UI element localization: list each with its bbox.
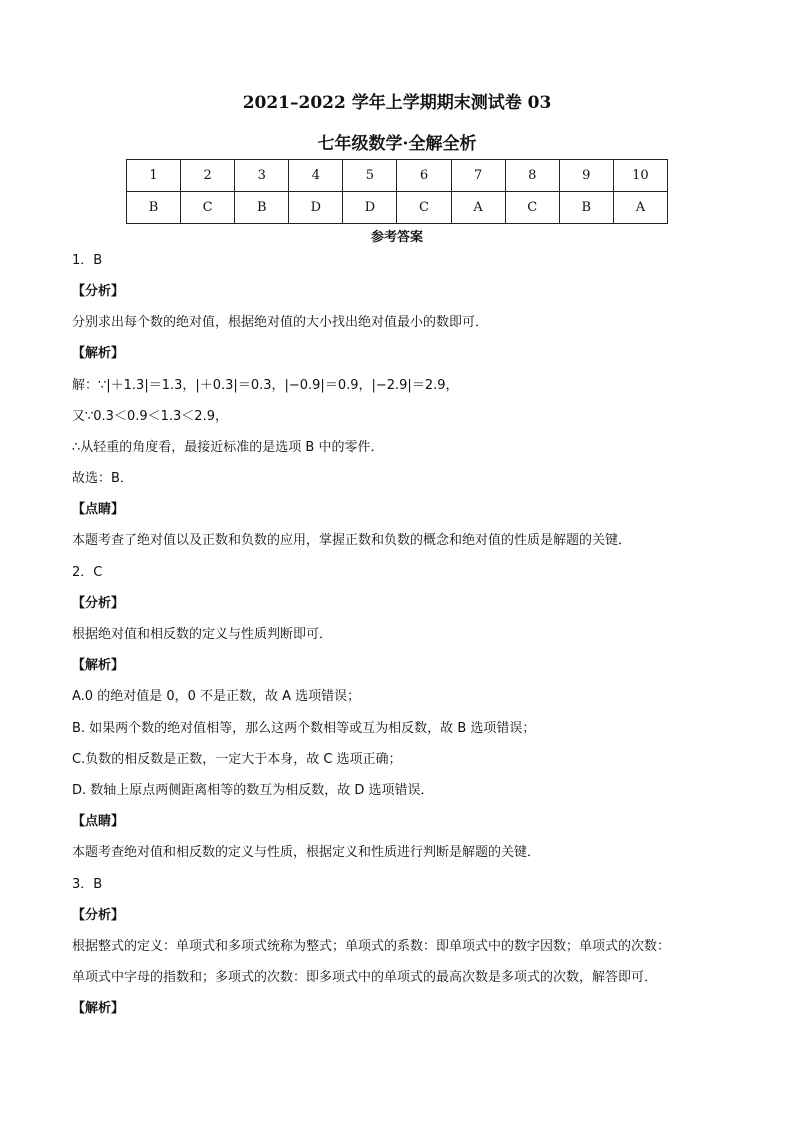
question-number-cell: 7 xyxy=(451,160,505,192)
answer-cell: B xyxy=(235,192,289,224)
body-text: 根据绝对值和相反数的定义与性质判断即可． xyxy=(72,627,333,642)
answer-cell: D xyxy=(343,192,397,224)
body-text: 单项式中字母的指数和；多项式的次数：即多项式中的单项式的最高次数是多项式的次数，解答即可． xyxy=(72,970,658,985)
section-tag-analysis: 【分析】 xyxy=(72,284,125,299)
answer-table-number-row xyxy=(127,160,668,192)
body-text: ∴从轻重的角度看，最接近标准的是选项 B 中的零件． xyxy=(72,440,384,455)
answer-cell: C xyxy=(397,192,451,224)
answer-cell: D xyxy=(289,192,343,224)
question-number-cell: 5 xyxy=(343,160,397,192)
answer-cell: C xyxy=(181,192,235,224)
question-number-cell: 4 xyxy=(289,160,343,192)
page-title: 2021–2022 学年上学期期末测试卷 03 xyxy=(242,93,552,113)
question-number-cell: 1 xyxy=(127,160,181,192)
section-tag-solution: 【解析】 xyxy=(72,346,125,361)
body-text: D. 数轴上原点两侧距离相等的数互为相反数，故 D 选项错误． xyxy=(72,783,434,798)
question-number-cell: 6 xyxy=(397,160,451,192)
question-number-cell: 8 xyxy=(505,160,559,192)
body-text: 本题考查了绝对值以及正数和负数的应用，掌握正数和负数的概念和绝对值的性质是解题的关键． xyxy=(72,533,632,548)
answer-cell: A xyxy=(613,192,667,224)
question-number-cell: 9 xyxy=(559,160,613,192)
question-number-cell: 3 xyxy=(235,160,289,192)
section-tag-analysis: 【分析】 xyxy=(72,908,125,923)
question-number-cell: 2 xyxy=(181,160,235,192)
body-text: 分别求出每个数的绝对值，根据绝对值的大小找出绝对值最小的数即可． xyxy=(72,315,489,330)
body-text: B. 如果两个数的绝对值相等，那么这两个数相等或互为相反数，故 B 选项错误； xyxy=(72,721,536,736)
question-heading: 3．B xyxy=(72,877,103,892)
answer-table xyxy=(126,159,668,224)
body-text: 又∵0.3＜0.9＜1.3＜2.9， xyxy=(72,409,228,424)
page-subtitle: 七年级数学·全解全析 xyxy=(317,134,477,154)
answer-cell: C xyxy=(505,192,559,224)
body-text: 解：∵|＋1.3|＝1.3，|＋0.3|＝0.3，|−0.9|＝0.9，|−2.9|＝2.9， xyxy=(72,378,459,393)
answer-table-caption: 参考答案 xyxy=(370,230,423,245)
answer-cell: B xyxy=(559,192,613,224)
answer-table-answer-row xyxy=(127,192,668,224)
question-heading: 2．C xyxy=(72,565,103,580)
section-tag-solution: 【解析】 xyxy=(72,1001,125,1016)
answer-cell: A xyxy=(451,192,505,224)
question-number-cell: 10 xyxy=(613,160,667,192)
body-text: C.负数的相反数是正数，一定大于本身，故 C 选项正确； xyxy=(72,752,402,767)
answer-cell: B xyxy=(127,192,181,224)
section-tag-comment: 【点睛】 xyxy=(72,502,125,517)
section-tag-analysis: 【分析】 xyxy=(72,596,125,611)
section-tag-solution: 【解析】 xyxy=(72,658,125,673)
body-text: 本题考查绝对值和相反数的定义与性质，根据定义和性质进行判断是解题的关键． xyxy=(72,845,541,860)
body-text: 根据整式的定义：单项式和多项式统称为整式；单项式的系数：即单项式中的数字因数；单项式的次数： xyxy=(72,939,671,954)
body-text: 故选：B． xyxy=(72,471,133,486)
section-tag-comment: 【点睛】 xyxy=(72,814,125,829)
body-text: A.0 的绝对值是 0，0 不是正数，故 A 选项错误； xyxy=(72,689,361,704)
question-heading: 1．B xyxy=(72,253,103,268)
